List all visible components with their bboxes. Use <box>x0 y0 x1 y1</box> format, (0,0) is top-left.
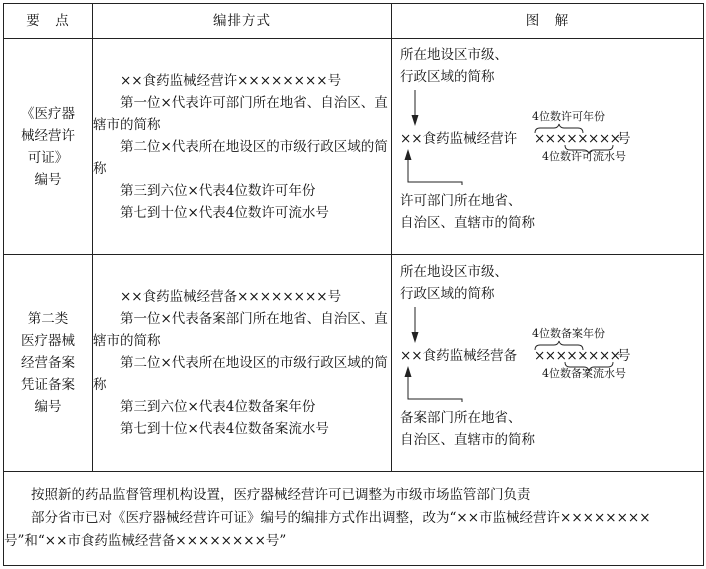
diagram-arrows <box>392 40 704 253</box>
diagram-top-line: 所在地设区市级、 <box>400 47 508 64</box>
year-brace <box>535 124 583 133</box>
down-arrow-icon <box>412 332 419 343</box>
serial-brace <box>565 145 613 154</box>
diagram-bottom-line: 许可部门所在地省、 <box>400 193 522 210</box>
row-method <box>93 255 392 471</box>
method-line: ××食药监械经营备××××××××号 <box>120 289 342 306</box>
key-line: 械经营许 <box>21 127 75 144</box>
method-line: 第二位×代表所在地设区的市级行政区域的简称 <box>93 355 388 394</box>
note-row <box>4 471 704 565</box>
key-line: 编号 <box>34 171 62 188</box>
key-line: 《医疗器 <box>21 105 75 122</box>
main-xs: ×××××××× <box>534 347 621 364</box>
table-row <box>4 255 704 471</box>
key-line: 医疗器械 <box>21 333 75 350</box>
table-row <box>4 39 704 255</box>
diagram-top-line: 行政区域的简称 <box>400 69 495 86</box>
row-key <box>4 255 93 471</box>
method-line: 第三到六位×代表4位数备案年份 <box>120 399 316 416</box>
numbering-table <box>3 3 704 566</box>
method-line: 第三到六位×代表4位数许可年份 <box>120 182 316 199</box>
label-serial: 4位数备案流水号 <box>542 366 626 380</box>
main-xs: ×××××××× <box>534 131 621 148</box>
down-arrow-icon <box>412 115 419 126</box>
up-arrow-icon <box>405 149 412 160</box>
key-line: 凭证备案 <box>21 377 75 394</box>
up-arrow-line <box>408 371 462 402</box>
method-line: 第一位×代表备案部门所在地省、自治区、直辖市的简称 <box>93 311 388 350</box>
main-prefix: ××食药监械经营许 <box>400 131 518 148</box>
up-arrow-icon <box>405 366 412 377</box>
method-line: ××食药监械经营许××××××××号 <box>120 72 342 89</box>
label-year: 4位数许可年份 <box>532 110 605 124</box>
diagram-arrows <box>392 257 704 470</box>
label-serial: 4位数许可流水号 <box>542 150 626 164</box>
method-line: 第七到十位×代表4位数备案流水号 <box>120 421 329 438</box>
header-key: 要 点 <box>4 4 93 39</box>
header-row <box>4 4 704 39</box>
diagram-bottom-line: 自治区、直辖市的简称 <box>400 215 535 232</box>
year-brace <box>535 341 583 350</box>
row-diagram <box>392 255 704 471</box>
row-key <box>4 39 93 255</box>
method-line: 第二位×代表所在地设区的市级行政区域的简称 <box>93 138 388 177</box>
diagram-bottom-line: 自治区、直辖市的简称 <box>400 431 535 448</box>
row-method <box>93 39 392 255</box>
diagram-top-line: 所在地设区市级、 <box>400 263 508 280</box>
diagram-license <box>392 40 703 253</box>
method-line: 第一位×代表许可部门所在地省、自治区、直辖市的简称 <box>93 94 388 133</box>
key-line: 第二类 <box>27 311 69 328</box>
main-prefix: ××食药监械经营备 <box>400 347 518 364</box>
diagram-filing <box>392 257 703 470</box>
key-line: 编号 <box>34 399 62 416</box>
up-arrow-line <box>408 154 462 185</box>
main-suffix: 号 <box>617 347 631 364</box>
diagram-bottom-line: 备案部门所在地省、 <box>400 409 522 426</box>
key-line: 经营备案 <box>21 355 75 372</box>
header-method: 编排方式 <box>93 4 392 39</box>
header-diagram: 图 解 <box>392 4 704 39</box>
diagram-top-line: 行政区域的简称 <box>400 285 495 302</box>
note <box>4 471 704 565</box>
serial-brace <box>565 362 613 371</box>
note-line: 部分省市已对《医疗器械经营许可证》编号的编排方式作出调整，改为“××市监械经营许××××××××号”和“××市食药监械经营备××××××××号” <box>4 509 651 549</box>
key-line: 可证》 <box>27 149 69 166</box>
row-diagram <box>392 39 704 255</box>
main-suffix: 号 <box>617 131 631 148</box>
label-year: 4位数备案年份 <box>532 326 605 340</box>
method-line: 第七到十位×代表4位数许可流水号 <box>120 204 329 221</box>
note-line: 按照新的药品监督管理机构设置，医疗器械经营许可已调整为市级市场监管部门负责 <box>31 486 531 503</box>
